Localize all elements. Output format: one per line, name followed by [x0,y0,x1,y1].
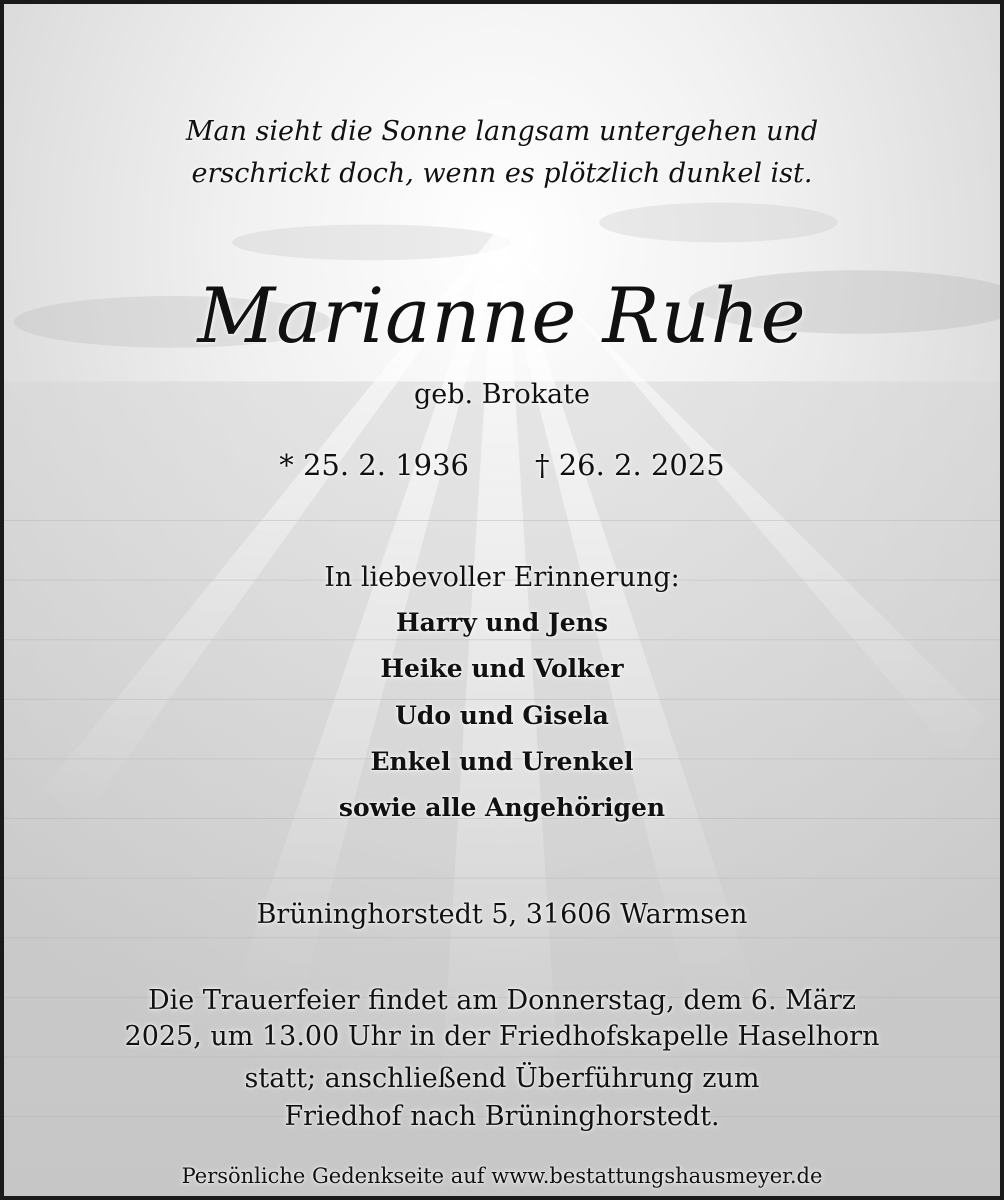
motto-line: Man sieht die Sonne langsam untergehen und [185,116,819,147]
address: Brüninghorstedt 5, 31606 Warmsen [256,899,748,930]
memory-intro: In liebevoller Erinnerung: [324,562,680,593]
death-date: † 26. 2. 2025 [535,448,725,482]
mourner-line: Enkel und Urenkel [370,747,634,776]
mourner-line: sowie alle Angehörigen [338,793,666,822]
memorial-page-note: Persönliche Gedenkseite auf www.bestattungshausmeyer.de [181,1164,823,1188]
mourner-line: Heike und Volker [380,654,624,683]
motto-line: erschrickt doch, wenn es plötzlich dunkel ist. [191,158,813,189]
ceremony-line: 2025, um 13.00 Uhr in der Friedhofskapelle Haselhorn [124,1021,880,1052]
mourner-line: Udo und Gisela [395,701,609,730]
mourner-line: Harry und Jens [396,608,608,637]
ceremony-line: statt; anschließend Überführung zum [244,1063,760,1094]
deceased-name: Marianne Ruhe [197,271,807,360]
ceremony-line: Die Trauerfeier findet am Donnerstag, dem 6. März [147,985,857,1016]
ceremony-line: Friedhof nach Brüninghorstedt. [284,1101,720,1132]
life-dates [4,445,1000,485]
birth-date: * 25. 2. 1936 [279,448,469,482]
maiden-name: geb. Brokate [413,379,590,410]
